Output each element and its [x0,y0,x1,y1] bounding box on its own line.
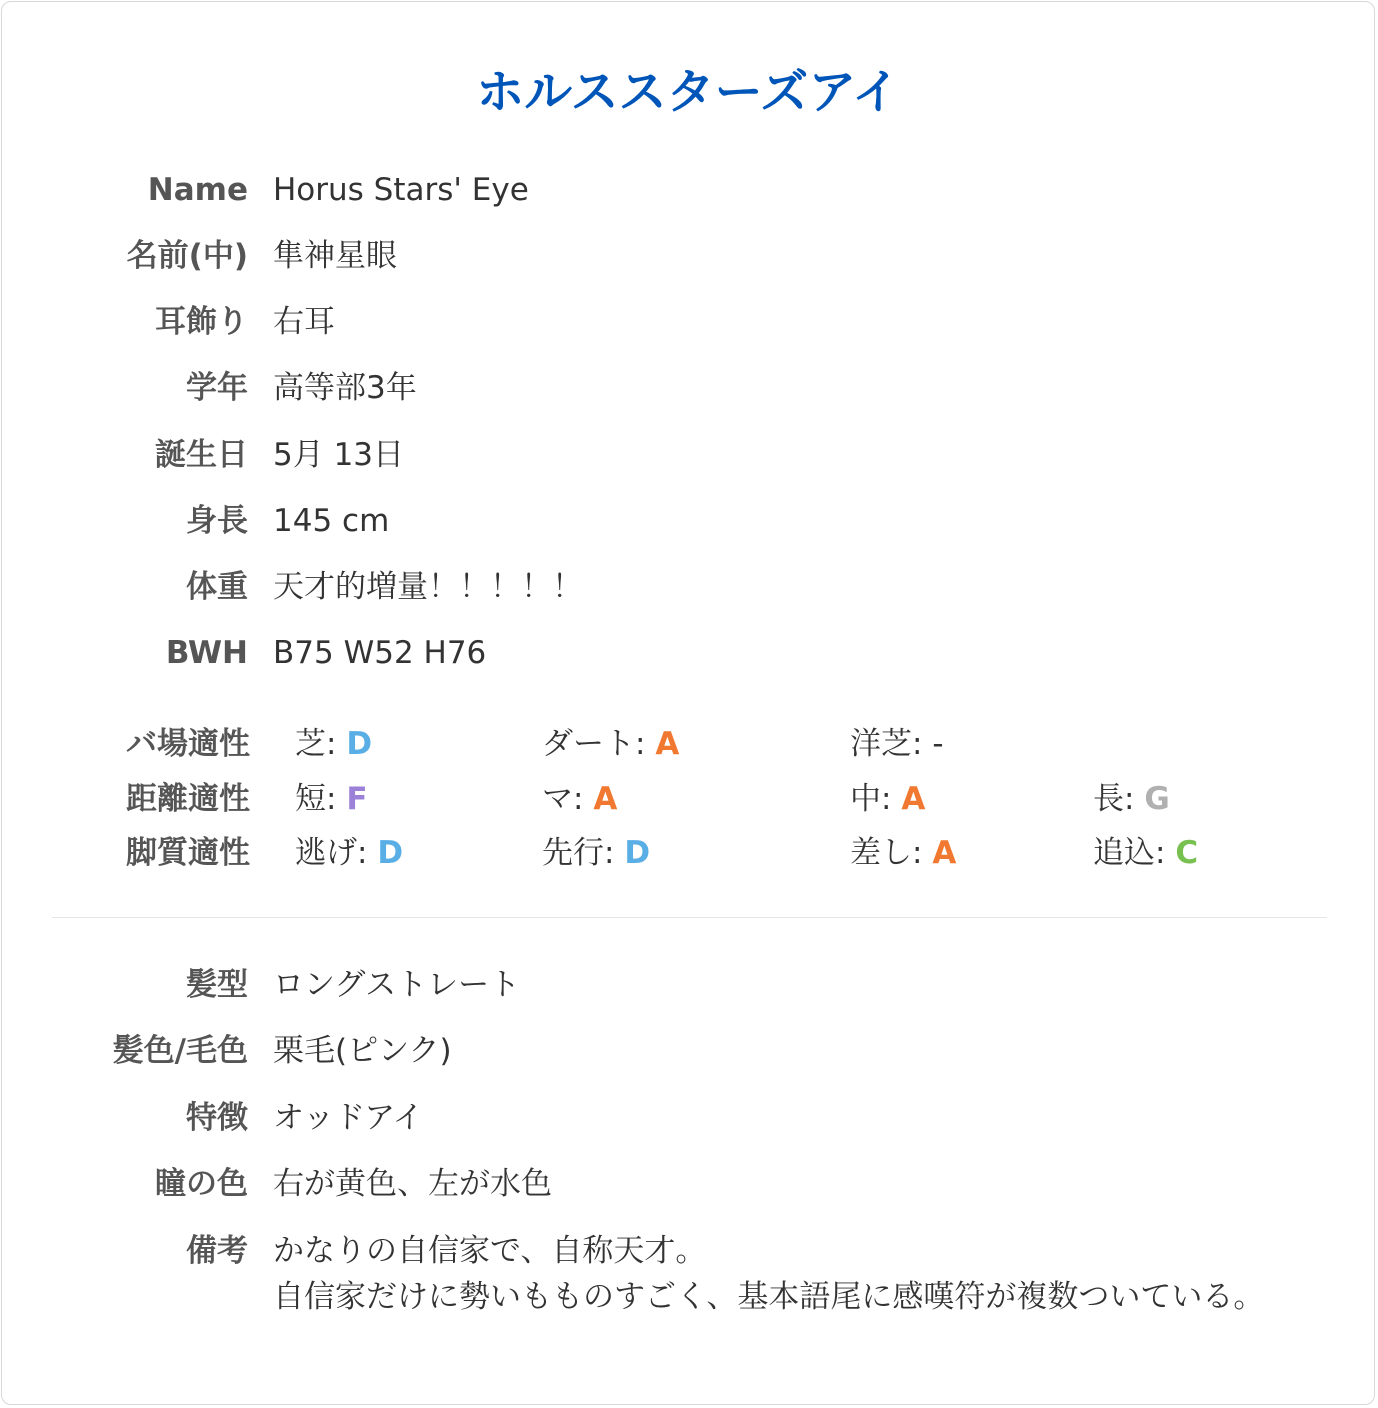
aptitude-name: 洋芝: [850,726,923,762]
field-label: 髪色/毛色 [112,1033,248,1069]
aptitude-grade: A [655,726,680,762]
field-label: 瞳の色 [155,1166,248,1202]
profile-row-name [2,170,1374,214]
aptitude-row-style [2,833,1374,877]
aptitude-mile [542,779,617,819]
field-value: 栗毛(ピンク) [273,1033,452,1069]
aptitude-name: 追込: [1093,835,1166,871]
field-label: BWH [165,635,248,671]
aptitude-grade: A [901,781,926,817]
aptitude-name: 逃げ: [295,835,368,871]
aptitude-grade: A [593,781,618,817]
notes-row [2,1228,1374,1328]
aptitude-end-closer [1093,833,1198,873]
appearance-row-hair-color [2,1031,1374,1075]
aptitude-pace-chaser [542,833,650,873]
aptitude-name: 長: [1093,781,1135,817]
field-label: 備考 [186,1233,248,1269]
aptitude-label: 脚質適性 [126,835,250,871]
aptitude-name: 中: [850,781,892,817]
page-title: ホルススターズアイ [476,64,900,120]
aptitude-name: 芝: [295,726,337,762]
aptitude-front-runner [295,833,403,873]
aptitude-grade: D [624,835,651,871]
field-value: B75 W52 H76 [273,635,487,671]
aptitude-grade: F [346,781,368,817]
profile-row-grade [2,368,1374,412]
field-value: オッドアイ [273,1100,424,1136]
aptitude-grade: D [377,835,404,871]
appearance-row-eye-color [2,1164,1374,1208]
aptitude-name: 短: [295,781,337,817]
field-label: 名前(中) [126,238,248,274]
aptitude-medium [850,779,925,819]
field-value: 高等部3年 [273,370,417,406]
aptitude-name: 先行: [542,835,615,871]
profile-row-bwh [2,633,1374,677]
field-value: 右が黄色、左が水色 [273,1166,552,1202]
field-label: 体重 [186,569,248,605]
aptitude-turf [295,724,372,764]
notes-line: 自信家だけに勢いもものすごく、基本語尾に感嘆符が複数ついている。 [273,1279,1265,1315]
aptitude-grade: G [1144,781,1170,817]
field-value: 145 cm [273,503,390,539]
aptitude-grade: D [346,726,373,762]
aptitude-label: バ場適性 [126,726,250,762]
field-value: ロングストレート [273,967,521,1003]
aptitude-name: マ: [542,781,584,817]
profile-row-chinese-name [2,236,1374,280]
notes-line: かなりの自信家で、自称天才。 [273,1233,707,1269]
profile-row-height [2,501,1374,545]
field-value: 5月 13日 [273,437,405,473]
aptitude-grade: A [932,835,957,871]
aptitude-grade: - [932,726,944,762]
appearance-row-hairstyle [2,965,1374,1009]
field-label: 耳飾り [155,304,248,340]
field-label: 髪型 [186,967,248,1003]
field-label: Name [147,172,248,208]
field-label: 特徴 [186,1100,248,1136]
field-label: 誕生日 [155,437,248,473]
aptitude-short [295,779,368,819]
aptitude-dirt [542,724,679,764]
section-divider [52,917,1327,918]
aptitude-name: ダート: [542,726,646,762]
appearance-row-feature [2,1098,1374,1142]
aptitude-row-surface [2,724,1374,768]
profile-card [1,1,1375,1405]
aptitude-long [1093,779,1170,819]
aptitude-label: 距離適性 [126,781,250,817]
field-value: 右耳 [273,304,335,340]
notes-text [273,1228,1264,1320]
field-label: 身長 [186,503,248,539]
aptitude-western-turf [850,724,944,764]
aptitude-row-distance [2,779,1374,823]
aptitude-grade: C [1175,835,1199,871]
aptitude-name: 差し: [850,835,923,871]
field-value: 天才的増量！！！！！ [273,569,583,605]
profile-row-weight [2,567,1374,611]
profile-row-earring [2,302,1374,346]
profile-row-birthday [2,435,1374,479]
field-value: Horus Stars' Eye [273,172,529,208]
field-label: 学年 [186,370,248,406]
field-value: 隼神星眼 [273,238,397,274]
aptitude-late-surger [850,833,956,873]
